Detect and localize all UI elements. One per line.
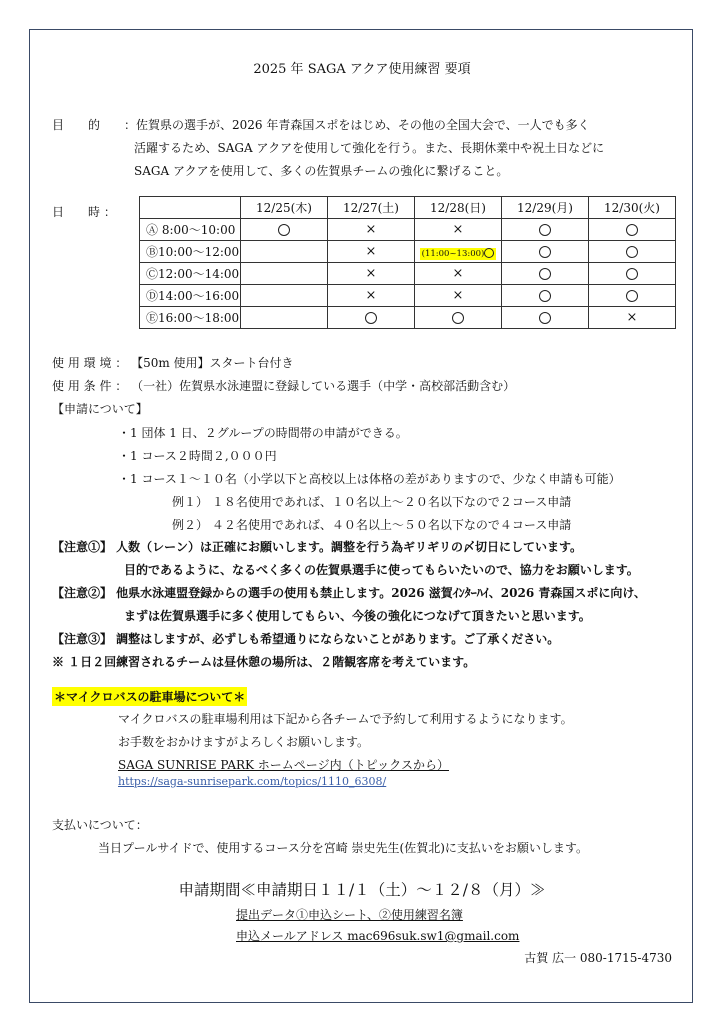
schedule-cell (502, 285, 589, 307)
available-circle-icon (484, 248, 494, 258)
submit-data: 提出データ①申込シート、②使用練習名簿 (236, 908, 463, 922)
contact: 古賀 広一 080-1715-4730 (524, 951, 672, 965)
available-circle-icon (626, 224, 638, 236)
schedule-day: 12/25(木) (241, 197, 328, 219)
note-1-cont: 目的であるように、なるべく多くの佐賀県選手に使ってもらいたいので、協力をお願いします。 (124, 563, 639, 577)
unavailable-cross-icon: × (452, 288, 464, 303)
unavailable-cross-icon: × (452, 222, 464, 237)
schedule-cell (589, 241, 676, 263)
schedule-cell (589, 263, 676, 285)
schedule-day: 12/28(日) (415, 197, 502, 219)
schedule-cell (502, 307, 589, 329)
schedule-cell (241, 285, 328, 307)
purpose-line-1: ：佐賀県の選手が、2026 年青森国スポをはじめ、その他の全国大会で、一人でも多く (124, 118, 590, 132)
payment-text: 当日プールサイドで、使用するコース分を宮崎 崇史先生(佐賀北)に支払いをお願いします。 (98, 841, 588, 855)
apply-item: ・1 コース１～１０名（小学以下と高校以上は体格の差がありますので、少なく申請も可能） (118, 472, 621, 486)
apply-heading: 【申請について】 (52, 402, 148, 416)
note-3: 【注意③】 調整はしますが、必ずしも希望通りにならないことがあります。ご了承ください。 (52, 632, 560, 646)
schedule-cell (589, 307, 676, 329)
schedule-row (140, 241, 676, 263)
schedule-cell (502, 219, 589, 241)
schedule-cell (241, 219, 328, 241)
available-circle-icon (539, 268, 551, 280)
bus-url-link[interactable]: https://saga-sunrisepark.com/topics/1110_6308/ (118, 775, 387, 788)
available-circle-icon (626, 268, 638, 280)
schedule-row (140, 285, 676, 307)
schedule-cell (328, 263, 415, 285)
schedule-cell (415, 285, 502, 307)
available-circle-icon (539, 246, 551, 258)
application-period: 申請期間≪申請期日１１/１（土）～１２/８（月）≫ (178, 881, 546, 899)
unavailable-cross-icon: × (365, 288, 377, 303)
apply-item: ・1 団体 1 日、２グループの時間帯の申請ができる。 (118, 426, 408, 440)
unavailable-cross-icon: × (365, 244, 377, 259)
bus-line-1: マイクロバスの駐車場利用は下記から各チームで予約して利用するようになります。 (118, 712, 573, 726)
unavailable-cross-icon: × (452, 266, 464, 281)
unavailable-cross-icon: × (365, 222, 377, 237)
available-circle-icon (452, 312, 464, 324)
payment-heading: 支払いについて： (52, 818, 148, 832)
schedule-cell (502, 241, 589, 263)
schedule-cell (415, 241, 502, 263)
schedule-cell (241, 241, 328, 263)
schedule-cell (328, 285, 415, 307)
apply-item: ・1 コース２時間２,０００円 (118, 449, 277, 463)
schedule-day: 12/29(月) (502, 197, 589, 219)
schedule-cell (502, 263, 589, 285)
schedule-table (139, 196, 676, 329)
schedule-day: 12/27(土) (328, 197, 415, 219)
schedule-time: Ⓓ14:00～16:00 (140, 285, 241, 307)
available-circle-icon (365, 312, 377, 324)
schedule-time: Ⓒ12:00～14:00 (140, 263, 241, 285)
partial-time-text: (11:00~13:00) (421, 248, 485, 259)
available-circle-icon (539, 290, 551, 302)
page-title: 2025 年 SAGA アクア使用練習 要項 (253, 62, 471, 77)
schedule-row (140, 263, 676, 285)
schedule-cell (241, 263, 328, 285)
note-1: 【注意①】 人数（レーン）は正確にお願いします。調整を行う為ギリギリの〆切日にしています。 (52, 540, 583, 554)
apply-example: 例２） ４２名使用であれば、４０名以上～５０名以下なので４コース申請 (172, 518, 572, 532)
schedule-cell (328, 219, 415, 241)
schedule-label: 日 時 ： (52, 205, 116, 219)
schedule-cell (415, 307, 502, 329)
available-circle-icon (626, 290, 638, 302)
unavailable-cross-icon: × (365, 266, 377, 281)
schedule-cell (415, 263, 502, 285)
bus-site-name: SAGA SUNRISE PARK ホームページ内（トピックスから） (118, 758, 449, 772)
usage-conditions: 使 用 条 件 ： （一社）佐賀県水泳連盟に登録している選手（中学・高校部活動含む） (52, 379, 516, 393)
schedule-cell (415, 219, 502, 241)
purpose-line-3: SAGA アクアを使用して、多くの佐賀県チームの強化に繋げること。 (134, 164, 509, 178)
schedule-header-row (140, 197, 676, 219)
note-2: 【注意②】 他県水泳連盟登録からの選手の使用も禁止します。2026 滋賀ｲﾝﾀｰﾊｲ、2026 青森国スポに向け、 (52, 586, 646, 600)
schedule-time: Ⓑ10:00～12:00 (140, 241, 241, 263)
available-circle-icon (539, 312, 551, 324)
schedule-cell (328, 307, 415, 329)
unavailable-cross-icon: × (626, 310, 638, 325)
partial-time-note (420, 248, 497, 260)
schedule-row (140, 307, 676, 329)
bus-heading: ＊マイクロバスの駐車場について＊ (52, 687, 247, 706)
schedule-cell (328, 241, 415, 263)
available-circle-icon (626, 246, 638, 258)
schedule-cell (589, 219, 676, 241)
schedule-time: Ⓐ 8:00～10:00 (140, 219, 241, 241)
schedule-row (140, 219, 676, 241)
available-circle-icon (278, 224, 290, 236)
usage-environment: 使 用 環 境 ： 【50m 使用】スタート台付き (52, 356, 294, 370)
available-circle-icon (539, 224, 551, 236)
mail-address: 申込メールアドレス mac696suk.sw1@gmail.com (236, 929, 520, 943)
schedule-corner-cell (140, 197, 241, 219)
schedule-cell (589, 285, 676, 307)
bus-line-2: お手数をおかけますがよろしくお願いします。 (118, 735, 370, 749)
apply-example: 例１） １８名使用であれば、１０名以上～２０名以下なので２コース申請 (172, 495, 572, 509)
purpose-label: 目 的 (52, 118, 101, 132)
schedule-day: 12/30(火) (589, 197, 676, 219)
purpose-line-2: 活躍するため、SAGA アクアを使用して強化を行う。また、長期休業中や祝土日などに (134, 141, 605, 155)
note-2-cont: まずは佐賀県選手に多く使用してもらい、今後の強化につなげて頂きたいと思います。 (124, 609, 591, 623)
schedule-cell (241, 307, 328, 329)
note-lunch: ※ １日２回練習されるチームは昼休憩の場所は、２階観客席を考えています。 (52, 655, 476, 669)
schedule-time: Ⓔ16:00～18:00 (140, 307, 241, 329)
